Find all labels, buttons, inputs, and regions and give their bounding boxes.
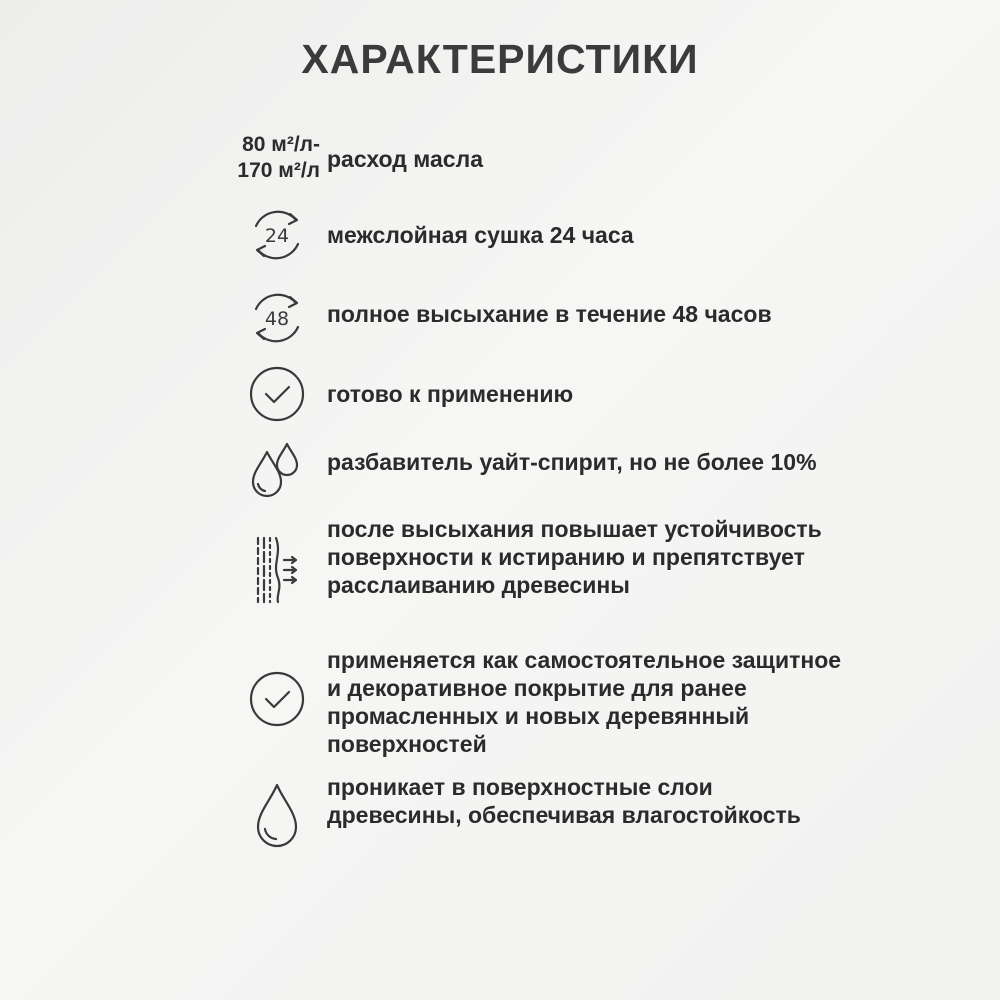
cycle-24-icon <box>240 200 314 270</box>
two-drops-icon <box>240 440 314 504</box>
feature-text-ready-to-use: готово к применению <box>327 381 574 407</box>
feature-text-wear-resistance: после высыхания повышает устойчивость поверхности к истиранию и препятствует расслаиванию древесины <box>327 516 822 598</box>
feature-text-full-drying: полное высыхание в течение 48 часов <box>327 301 772 327</box>
cycle-24-label: 24 <box>264 225 290 247</box>
cycle-48-label: 48 <box>264 308 290 330</box>
feature-text-thinner: разбавитель уайт-спирит, но не более 10% <box>327 449 817 475</box>
feature-text-moisture-resistance: проникает в поверхностные слои древесины, обеспечивая влагостойкость <box>327 774 801 828</box>
page-title: ХАРАКТЕРИСТИКИ <box>301 36 699 82</box>
cycle-48-icon <box>240 283 314 353</box>
check-circle-icon <box>240 363 314 425</box>
coverage-rate-line1: 80 м²/л- <box>242 133 320 156</box>
coverage-rate <box>200 132 320 184</box>
wood-layers-icon <box>240 532 314 608</box>
feature-text-interlayer-drying: межслойная сушка 24 часа <box>327 222 634 248</box>
drop-icon <box>240 780 314 850</box>
feature-text-oil-consumption: расход масла <box>327 146 483 172</box>
check-circle-icon <box>240 668 314 730</box>
feature-text-standalone-coating: применяется как самостоятельное защитное и декоративное покрытие для ранее промасленных и новых деревянный поверхностей <box>327 647 842 757</box>
coverage-rate-line2: 170 м²/л <box>237 159 320 182</box>
